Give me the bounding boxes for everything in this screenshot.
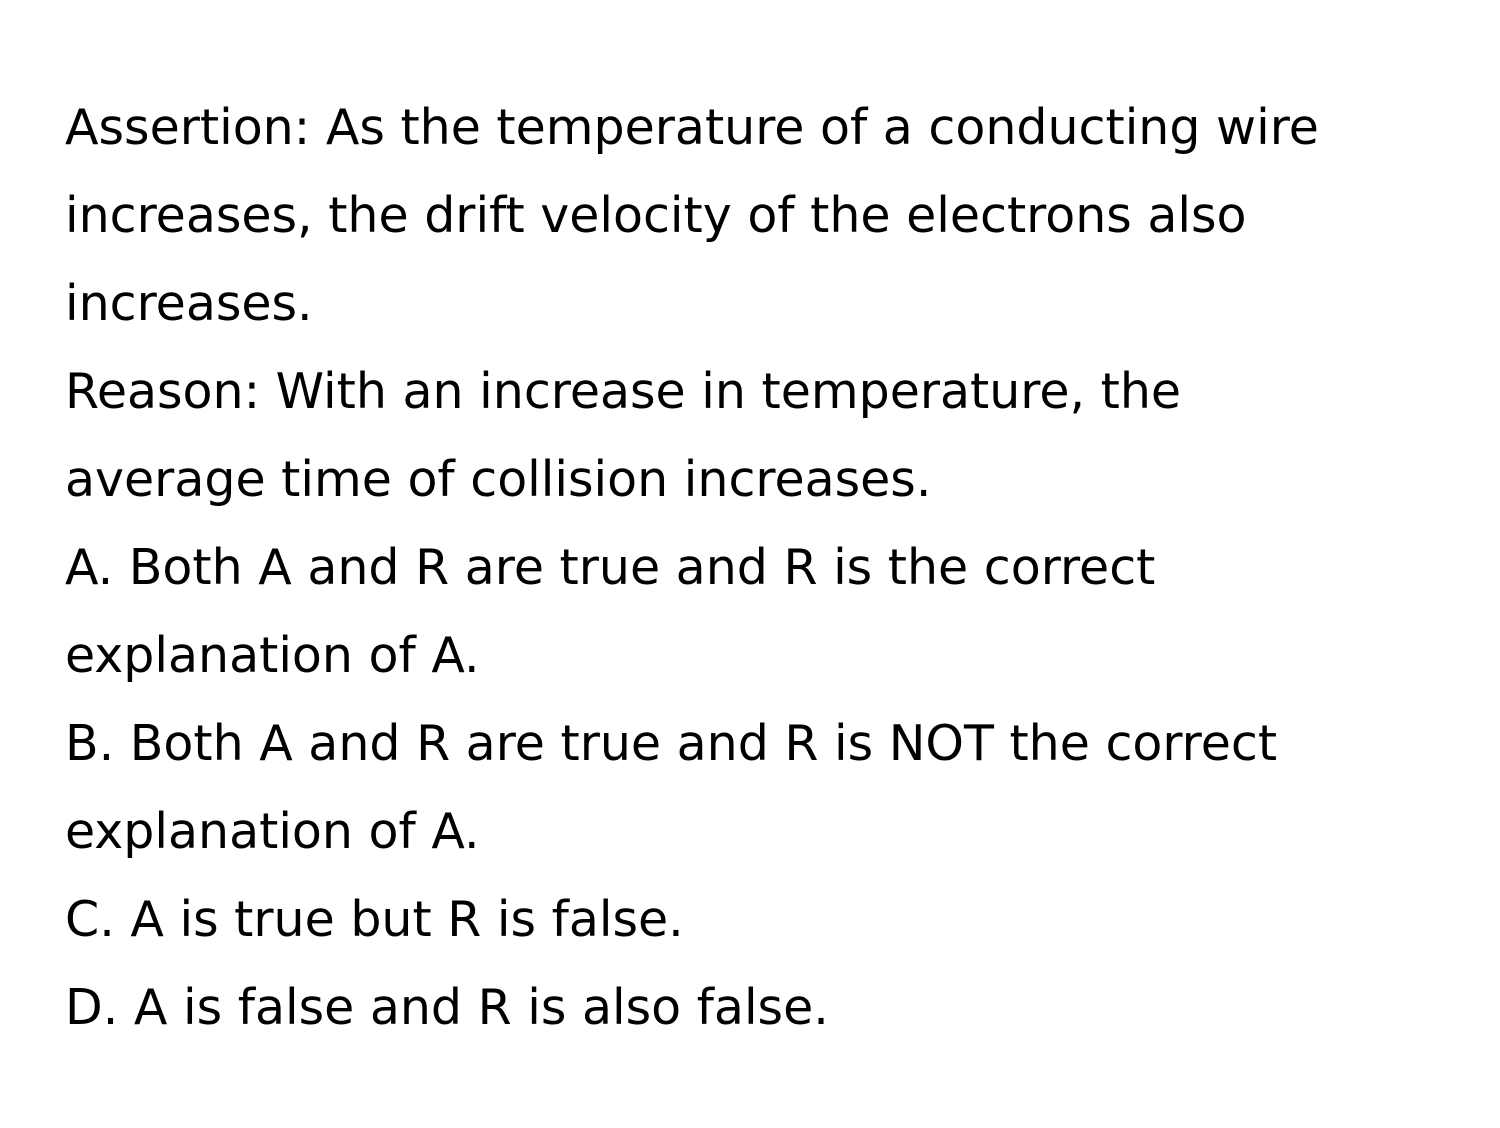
- option-a-line: explanation of A.: [65, 627, 480, 684]
- option-a: [65, 524, 1465, 700]
- assertion-line: increases, the drift velocity of the electrons also: [65, 187, 1247, 244]
- reason-line: average time of collision increases.: [65, 451, 932, 508]
- option-a-line: A. Both A and R are true and R is the correct: [65, 539, 1156, 596]
- option-d-line: D. A is false and R is also false.: [65, 979, 829, 1036]
- option-c-line: C. A is true but R is false.: [65, 891, 684, 948]
- option-d: [65, 964, 1465, 1052]
- option-b-line: B. Both A and R are true and R is NOT the correct: [65, 715, 1278, 772]
- reason-line: Reason: With an increase in temperature, the: [65, 363, 1182, 420]
- option-c: [65, 876, 1465, 964]
- assertion-line: increases.: [65, 275, 313, 332]
- option-b: [65, 700, 1465, 876]
- question-text: [65, 84, 1465, 1052]
- assertion-line: Assertion: As the temperature of a conducting wire: [65, 99, 1319, 156]
- option-b-line: explanation of A.: [65, 803, 480, 860]
- reason-statement: [65, 348, 1465, 524]
- assertion-statement: [65, 84, 1465, 348]
